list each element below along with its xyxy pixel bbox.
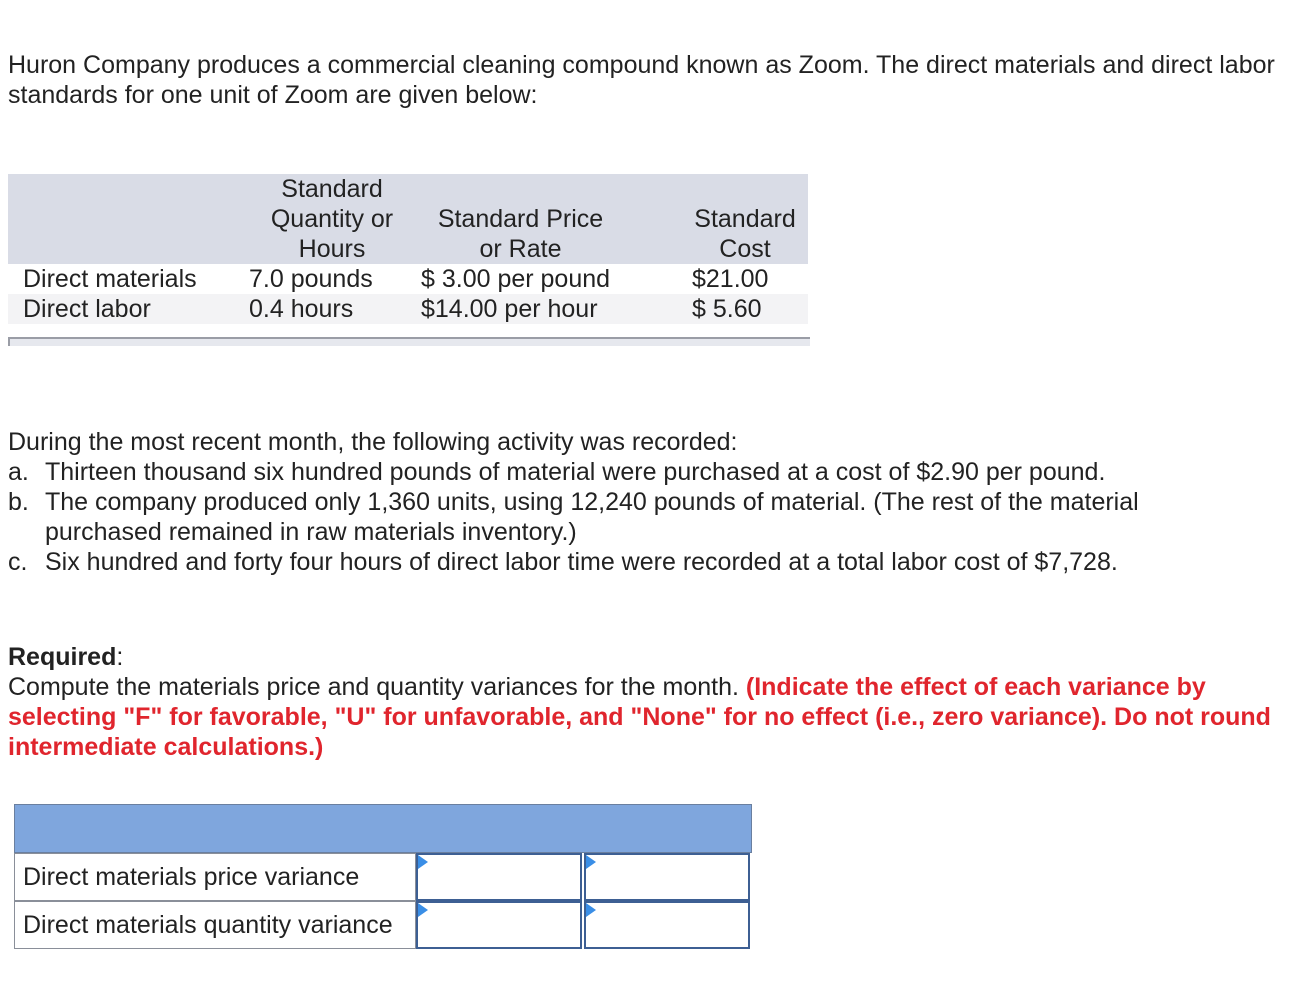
- row-cost: $ 5.60: [692, 295, 762, 323]
- row-price: $ 3.00 per pound: [421, 265, 611, 293]
- activity-intro: During the most recent month, the following activity was recorded:: [8, 428, 738, 456]
- quantity-variance-effect-select[interactable]: [584, 901, 750, 949]
- header-quantity: [252, 174, 412, 264]
- dropdown-marker-icon: [586, 855, 596, 869]
- required-instruction: (Indicate the effect of each variance by selecting "F" for favorable, "U" for unfavorable, and "None" for no effect (i.e., zero variance). Do not round intermediate calculations.): [8, 673, 1271, 761]
- header-price-line2: or Rate: [479, 235, 562, 263]
- header-cost-line2: Cost: [719, 235, 771, 263]
- table-divider: [8, 337, 810, 346]
- quantity-variance-amount-input[interactable]: [416, 901, 582, 949]
- required-text: [8, 672, 1298, 762]
- header-quantity-line1: Standard: [281, 175, 383, 203]
- header-cost-line1: Standard: [694, 205, 796, 233]
- list-item: [8, 487, 1298, 547]
- price-variance-amount-input[interactable]: [416, 853, 582, 901]
- row-quantity: 0.4 hours: [249, 295, 354, 323]
- header-price-line1: Standard Price: [437, 205, 604, 233]
- price-variance-effect-select[interactable]: [584, 853, 750, 901]
- header-cost: [684, 204, 806, 264]
- header-price: [428, 204, 613, 264]
- required-section: [8, 642, 1298, 762]
- list-marker: a.: [8, 458, 29, 486]
- required-task: Compute the materials price and quantity variances for the month.: [8, 673, 739, 701]
- answer-row-label: Direct materials quantity variance: [14, 901, 416, 949]
- row-price: $14.00 per hour: [421, 295, 598, 323]
- list-item-text: Six hundred and forty four hours of direct labor time were recorded at a total labor cost of $7,728.: [45, 548, 1118, 576]
- list-marker: b.: [8, 488, 29, 516]
- row-label: Direct labor: [23, 295, 151, 323]
- answer-row-label: Direct materials price variance: [14, 853, 416, 901]
- row-quantity: 7.0 pounds: [249, 265, 373, 293]
- list-marker: c.: [8, 548, 28, 576]
- list-item-text: The company produced only 1,360 units, using 12,240 pounds of material. (The rest of the material: [45, 488, 1139, 516]
- answer-table-header: [14, 804, 752, 853]
- required-heading: [8, 642, 1298, 672]
- header-quantity-line3: Hours: [298, 235, 366, 263]
- dropdown-marker-icon: [418, 855, 428, 869]
- row-label: Direct materials: [23, 265, 197, 293]
- header-quantity-line2: Quantity or: [270, 205, 394, 233]
- intro-paragraph: Huron Company produces a commercial cleaning compound known as Zoom. The direct materials and direct labor standards for one unit of Zoom are given below:: [8, 51, 1275, 109]
- answer-table: [14, 804, 752, 950]
- standards-table: [8, 174, 808, 324]
- required-colon: :: [116, 643, 124, 671]
- row-cost: $21.00: [692, 265, 769, 293]
- required-label: Required: [8, 643, 117, 671]
- dropdown-marker-icon: [586, 903, 596, 917]
- dropdown-marker-icon: [418, 903, 428, 917]
- list-item-text: Thirteen thousand six hundred pounds of material were purchased at a cost of $2.90 per pound.: [45, 458, 1106, 486]
- list-item-text-continued: purchased remained in raw materials inventory.): [45, 518, 577, 546]
